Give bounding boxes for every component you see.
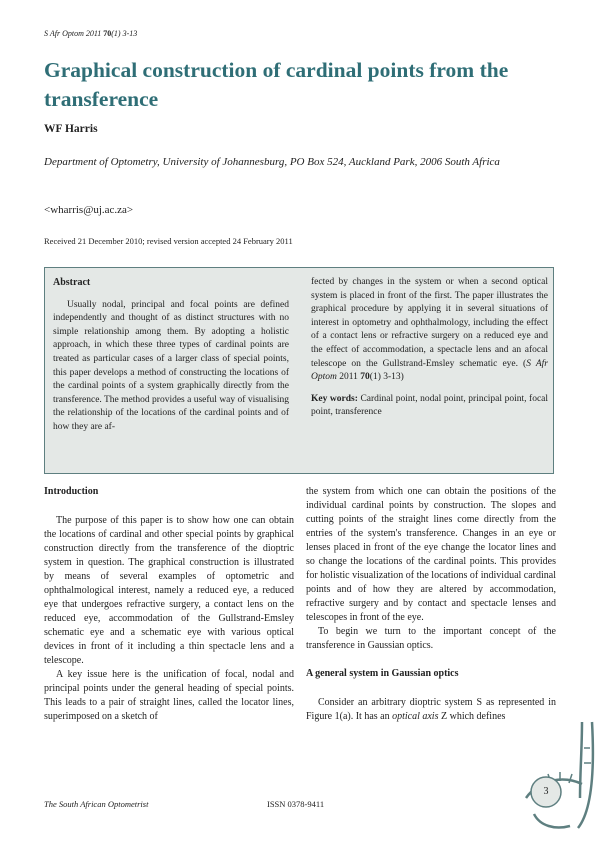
journal-eye-logo <box>520 718 600 842</box>
keywords: Key words: Cardinal point, nodal point, principal point, focal point, transference <box>311 393 549 418</box>
page-number: 3 <box>543 786 549 797</box>
abstract-left-column <box>53 276 289 435</box>
intro-paragraph-1: The purpose of this paper is to show how one can obtain the locations of cardinal and other special points by graphical construction directly from the transference of the dioptric system in question. The graphical construction is illustrated by means of several examples of optometric and ophthalmological interest, namely a reduced eye, a reduced eye that undergoes refractive surgery, a contact lens on the reduced eye, accommodation of the Gullstrand-Emsley schematic eye and a schematic eye with various optical devices in front of it including a thin spectacle lens and a telescope. <box>44 515 294 666</box>
body-paragraph-continued: the system from which one can obtain the positions of the individual cardinal points by construction. The slopes and cutting points of the straight lines come directly from the entries of the system's transference. Changes in an eye or lenses placed in front of the eye change the locator lines and so change the locations of the cardinal points. This provides for holistic visualization of the locations of individual cardinal points and of how they are altered by accommodation, refractive surgery and by contact and spectacle lenses and telescopes in front of the eye. <box>306 486 556 623</box>
abstract-box <box>44 267 554 474</box>
abstract-right-column <box>311 276 548 420</box>
body-left-column <box>44 485 294 724</box>
introduction-heading: Introduction <box>44 486 99 497</box>
received-dates: Received 21 December 2010; revised version accepted 24 February 2011 <box>44 236 293 246</box>
affiliation: Department of Optometry, University of Johannesburg, PO Box 524, Auckland Park, 2006 South Africa <box>44 156 500 168</box>
body-right-column <box>306 485 556 724</box>
gaussian-paragraph-1: Consider an arbitrary dioptric system S as represented in Figure 1(a). It has an optical axis Z which defines <box>306 697 556 722</box>
abstract-text-right: fected by changes in the system or when a second optical system is placed in front of the first. The paper illustrates the graphical procedure by applying it in several situations of interest in optometry and ophthalmology, including the effect of a contact lens or refractive surgery on a reduced eye and the effect of accommodation, a spectacle lens and an afocal telescope on the Gullstrand-Emsley schematic eye. (S Afr Optom 2011 70(1) 3-13) <box>311 277 548 383</box>
author: WF Harris <box>44 123 98 135</box>
running-head: S Afr Optom 2011 70(1) 3-13 <box>44 29 138 38</box>
intro-paragraph-2: A key issue here is the unification of focal, nodal and principal points under the general heading of special points. This leads to a pair of straight lines, called the locator lines, superimposed on a sketch of <box>44 669 294 722</box>
body-paragraph-transition: To begin we turn to the important concept of the transference in Gaussian optics. <box>306 626 556 651</box>
abstract-heading: Abstract <box>53 277 91 288</box>
article-title: Graphical construction of cardinal points from the transference <box>44 58 509 111</box>
abstract-text-left: Usually nodal, principal and focal points are defined independently and thought of as distinct structures with no simple relationship among them. By adopting a holistic approach, in which these three types of cardinal points are treated as particular cases of a larger class of special points, this paper develops a method of constructing the locations of the cardinal points of a system graphically directly from the transference. The method provides a useful way of visualising the relationship of the locations of the cardinal points and of how they are af- <box>53 299 289 432</box>
author-email[interactable]: <wharris@uj.ac.za> <box>44 204 134 216</box>
footer-issn: ISSN 0378-9411 <box>267 799 325 809</box>
footer-journal: The South African Optometrist <box>44 799 149 809</box>
gaussian-optics-heading: A general system in Gaussian optics <box>306 668 459 679</box>
